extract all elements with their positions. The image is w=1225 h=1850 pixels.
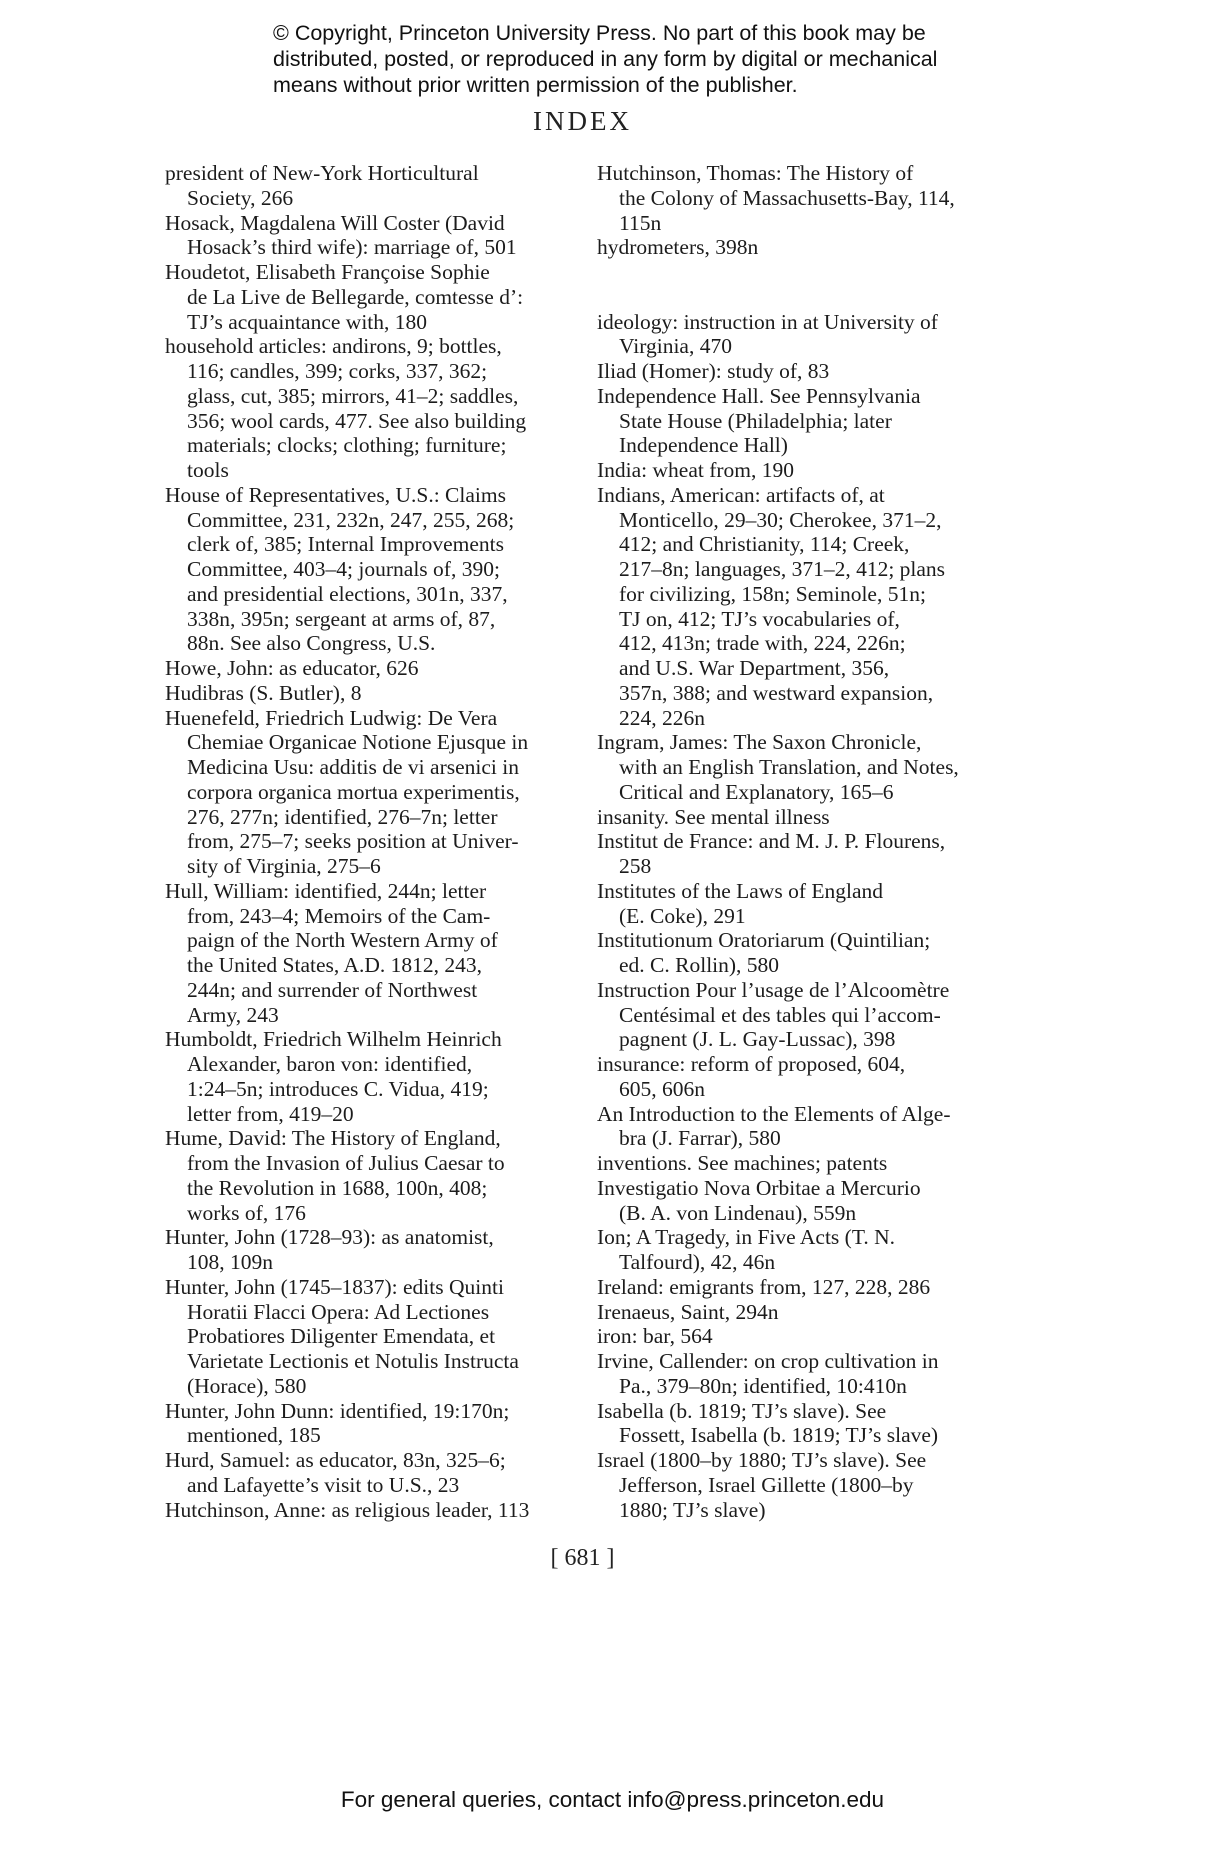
index-entry [165,1498,575,1523]
index-entry-line: Irenaeus, Saint, 294n [597,1299,779,1324]
index-entry-line: 115n [619,210,662,235]
index-entry [165,1225,575,1275]
index-entry-line: Alexander, baron von: identified, [187,1052,473,1076]
index-entry-line: Hosack, Magdalena Will Coster (David [165,210,505,235]
index-entry-line: insanity. See mental illness [597,804,830,829]
footer-contact: For general queries, contact info@press.princeton.edu [340,1787,885,1812]
index-entry-line: Isabella (b. 1819; TJ’s slave). See [597,1398,887,1423]
index-entry-line: House of Representatives, U.S.: Claims [165,482,506,507]
index-entry-line: Independence Hall. See Pennsylvania [597,383,921,408]
index-entry-line: 1880; TJ’s slave) [619,1497,766,1522]
index-entry-line: mentioned, 185 [187,1423,321,1448]
index-entry [597,1052,1007,1102]
index-entry [165,211,575,261]
index-entry [165,706,575,879]
index-entry-line: Horatii Flacci Opera: Ad Lectiones [187,1299,490,1324]
index-entry-line: Hunter, John (1745–1837): edits Quinti [165,1274,504,1299]
index-entry-line: glass, cut, 385; mirrors, 41–2; saddles, [187,383,519,408]
index-entry-line: corpora organica mortua experimentis, [187,779,520,804]
index-entry-line: inventions. See machines; patents [597,1151,888,1175]
index-entry-line: Institutes of the Laws of England [597,878,884,903]
index-entry-line: Committee, 403–4; journals of, 390; [187,557,500,581]
index-entry [165,681,575,706]
index-entry [165,1027,575,1126]
index-column-left [165,161,575,1522]
index-entry-line: Howe, John: as educator, 626 [165,656,419,680]
index-entry-line: Pa., 379–80n; identified, 10:410n [619,1373,907,1398]
index-entry-line: ed. C. Rollin), 580 [619,953,780,977]
index-entry-line: tools [187,458,229,482]
index-entry-line: clerk of, 385; Internal Improvements [187,532,505,557]
index-entry [597,458,1007,483]
index-entry-line: State House (Philadelphia; later [619,408,892,433]
index-entry-line: ideology: instruction in at University of [597,309,938,334]
index-entry [597,805,1007,830]
index-entry-line: the Revolution in 1688, 100n, 408; [187,1175,488,1200]
index-entry-line: hydrometers, 398n [597,235,759,260]
index-entry-line: from the Invasion of Julius Caesar to [187,1151,505,1175]
index-entry-line: Hunter, John Dunn: identified, 19:170n; [165,1398,510,1423]
index-entry [597,310,1007,360]
index-entry-line: with an English Translation, and Notes, [619,755,959,779]
index-entry-line: 258 [619,854,652,878]
index-entry-line: sity of Virginia, 275–6 [187,854,381,878]
index-entry-line: household articles: andirons, 9; bottles, [165,334,502,359]
index-entry-line: Irvine, Callender: on crop cultivation in [597,1349,939,1373]
index-entry [597,1399,1007,1449]
index-entry-line: Hume, David: The History of England, [165,1126,501,1151]
index-entry [597,879,1007,929]
index-entry-line: (B. A. von Lindenau), 559n [619,1200,857,1225]
index-entry [597,384,1007,458]
index-entry-line: and U.S. War Department, 356, [619,656,890,680]
index-entry-line: An Introduction to the Elements of Alge- [597,1101,951,1126]
index-entry-line: 605, 606n [619,1076,705,1101]
index-entry-line: bra (J. Farrar), 580 [619,1126,781,1151]
index-entry-line: 1:24–5n; introduces C. Vidua, 419; [187,1076,489,1101]
index-entry-line: Talfourd), 42, 46n [619,1250,776,1274]
index-entry-line: Hutchinson, Thomas: The History of [597,161,914,185]
index-entry-line: 244n; and surrender of Northwest [187,977,478,1002]
index-entry-line: materials; clocks; clothing; furniture; [187,433,507,458]
index-entry-line: (Horace), 580 [187,1373,307,1398]
index-entry-line: 357n, 388; and westward expansion, [619,680,934,705]
index-entry-line: Iliad (Homer): study of, 83 [597,359,830,383]
index-entry-line: Probatiores Diligenter Emendata, et [187,1324,496,1349]
index-entry-line: the United States, A.D. 1812, 243, [187,953,483,977]
index-entry-line: 224, 226n [619,705,705,730]
index-entry-line: Ingram, James: The Saxon Chronicle, [597,730,922,755]
index-entry-line: Ireland: emigrants from, 127, 228, 286 [597,1274,931,1299]
index-entry [165,656,575,681]
page-title: INDEX [533,106,632,136]
index-entry-line: Humboldt, Friedrich Wilhelm Heinrich [165,1027,502,1052]
index-entry-line: Army, 243 [187,1002,279,1027]
index-entry [597,1349,1007,1399]
index-entry [597,1324,1007,1349]
index-entry-line: 412; and Christianity, 114; Creek, [619,532,910,557]
index-entry-line: Centésimal et des tables qui l’accom- [619,1002,941,1027]
index-entry-line: Hurd, Samuel: as educator, 83n, 325–6; [165,1448,506,1472]
index-entry-line: Hutchinson, Anne: as religious leader, 113 [165,1497,530,1522]
index-entry-line: Huenefeld, Friedrich Ludwig: De Vera [165,705,498,730]
index-entry [165,260,575,334]
index-entry-line: de La Live de Bellegarde, comtesse d’: [187,284,524,309]
index-entry-line: Houdetot, Elisabeth Françoise Sophie [165,260,490,284]
index-entry-line: (E. Coke), 291 [619,903,746,928]
index-entry [597,235,1007,260]
index-entry [597,161,1007,235]
page-number: [ 681 ] [550,1545,615,1571]
index-entry-line: 338n, 395n; sergeant at arms of, 87, [187,606,496,631]
index-entry-line: Fossett, Isabella (b. 1819; TJ’s slave) [619,1423,939,1448]
index-entry [597,1275,1007,1300]
index-entry-line: TJ’s acquaintance with, 180 [187,309,428,334]
index-entry-line: for civilizing, 158n; Seminole, 51n; [619,581,926,606]
index-entry-line: from, 275–7; seeks position at Univer- [187,829,519,854]
index-entry-line: Varietate Lectionis et Notulis Instructa [187,1349,519,1373]
index-entry-line: Society, 266 [187,185,294,210]
index-entry-line: Hosack’s third wife): marriage of, 501 [187,235,517,260]
index-entry-line: Virginia, 470 [619,334,732,359]
index-entry [165,1126,575,1225]
copyright-line: © Copyright, Princeton University Press. No part of this book may be [273,21,926,45]
index-entry-line: Hudibras (S. Butler), 8 [165,680,362,705]
index-entry-line: India: wheat from, 190 [597,458,795,482]
index-entry-line: Independence Hall) [619,433,788,458]
index-entry-line: 88n. See also Congress, U.S. [187,631,436,656]
index-column-right [597,161,1007,1522]
index-entry-line: Hunter, John (1728–93): as anatomist, [165,1225,494,1250]
index-entry [597,1151,1007,1176]
index-entry [597,1176,1007,1226]
index-entry-line: Jefferson, Israel Gillette (1800–by [619,1472,914,1497]
index-entry [597,1300,1007,1325]
index-entry-line: Indians, American: artifacts of, at [597,482,885,507]
index-entry [165,1399,575,1449]
index-entry-line: Medicina Usu: additis de vi arsenici in [187,755,519,779]
index-entry [597,978,1007,1052]
index-entry [597,928,1007,978]
index-entry-line: Monticello, 29–30; Cherokee, 371–2, [619,507,942,532]
index-entry-line: Chemiae Organicae Notione Ejusque in [187,730,529,755]
index-entry-line: Institut de France: and M. J. P. Flourens, [597,829,946,854]
index-entry [597,730,1007,804]
index-entry [597,1448,1007,1522]
copyright-notice [273,20,1033,98]
index-entry-line: Israel (1800–by 1880; TJ’s slave). See [597,1448,927,1472]
index-entry-line: Institutionum Oratoriarum (Quintilian; [597,928,931,953]
index-entry-line: 412, 413n; trade with, 224, 226n; [619,631,906,656]
index-entry-line: 108, 109n [187,1250,273,1274]
index-entry [597,359,1007,384]
copyright-line: means without prior written permission of the publisher. [273,73,798,97]
index-entry [165,161,575,211]
index-entry [165,1275,575,1399]
index-entry-line: Committee, 231, 232n, 247, 255, 268; [187,507,515,532]
index-entry-line: Hull, William: identified, 244n; letter [165,878,487,903]
index-entry-line: 116; candles, 399; corks, 337, 362; [187,359,488,383]
index-entry-line: TJ on, 412; TJ’s vocabularies of, [619,606,900,631]
index-entry [597,483,1007,731]
copyright-line: distributed, posted, or reproduced in any form by digital or mechanical [273,47,938,71]
index-entry [165,483,575,656]
index-entry-line: works of, 176 [187,1200,306,1225]
index-entry-line: paign of the North Western Army of [187,928,498,953]
index-entry-line: and presidential elections, 301n, 337, [187,581,508,606]
index-entry-line: letter from, 419–20 [187,1101,354,1126]
index-entry-line: Critical and Explanatory, 165–6 [619,779,894,804]
index-entry-line: Instruction Pour l’usage de l’Alcoomètre [597,977,950,1002]
index-entry-line: 356; wool cards, 477. See also building [187,408,527,433]
index-entry-line: pagnent (J. L. Gay-Lussac), 398 [619,1027,896,1052]
index-entry-line: Ion; A Tragedy, in Five Acts (T. N. [597,1225,896,1250]
index-entry [165,879,575,1028]
index-entry-line: 217–8n; languages, 371–2, 412; plans [619,557,946,581]
index-entry-line: president of New-York Horticultural [165,161,479,185]
index-entry-line: iron: bar, 564 [597,1324,713,1349]
letter-section-gap [597,260,1007,310]
index-entry-line: the Colony of Massachusetts-Bay, 114, [619,185,955,210]
index-entry-line: insurance: reform of proposed, 604, [597,1052,906,1076]
index-entry [597,1225,1007,1275]
index-entry-line: Investigatio Nova Orbitae a Mercurio [597,1175,921,1200]
index-entry-line: from, 243–4; Memoirs of the Cam- [187,903,491,928]
index-entry [597,1102,1007,1152]
index-entry-line: 276, 277n; identified, 276–7n; letter [187,804,498,829]
index-entry [165,334,575,483]
index-entry-line: and Lafayette’s visit to U.S., 23 [187,1472,460,1497]
index-entry [165,1448,575,1498]
index-entry [597,829,1007,879]
